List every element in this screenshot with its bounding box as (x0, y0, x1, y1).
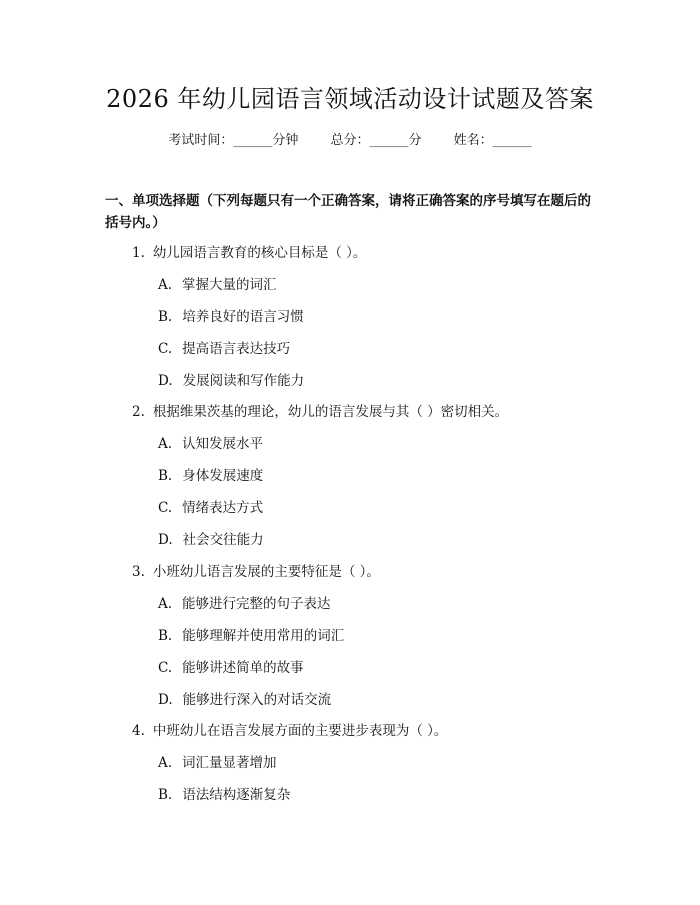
option-letter: B. (158, 309, 173, 325)
option-letter: B. (158, 787, 173, 803)
question-4-option-b (158, 785, 290, 805)
question-3-option-b (158, 626, 344, 646)
option-text: 身体发展速度 (182, 468, 264, 484)
option-letter: A. (158, 436, 173, 452)
option-text: 能够进行深入的对话交流 (182, 692, 332, 708)
question-number: 3. (132, 564, 145, 580)
question-1-option-b (158, 307, 304, 327)
document-title: 2026 年幼儿园语言领域活动设计试题及答案 (106, 85, 594, 113)
option-letter: A. (158, 277, 173, 293)
question-3 (132, 562, 380, 582)
option-letter: C. (158, 500, 173, 516)
option-text: 情绪表达方式 (182, 500, 264, 516)
option-letter: A. (158, 596, 173, 612)
option-letter: D. (158, 373, 173, 389)
question-4-option-a (158, 753, 277, 773)
option-text: 词汇量显著增加 (182, 755, 277, 771)
option-text: 能够理解并使用常用的词汇 (182, 628, 345, 644)
option-text: 社会交往能力 (182, 532, 264, 548)
total-score-field: 总分：______分 (330, 133, 422, 148)
question-number: 4. (132, 723, 145, 739)
question-3-option-c (158, 658, 304, 678)
option-text: 认知发展水平 (182, 436, 264, 452)
option-letter: D. (158, 692, 173, 708)
option-letter: C. (158, 660, 173, 676)
option-letter: A. (158, 755, 173, 771)
question-4 (132, 721, 447, 741)
question-3-option-d (158, 690, 331, 710)
option-text: 提高语言表达技巧 (182, 341, 291, 357)
question-1 (132, 243, 366, 263)
exam-meta (0, 131, 700, 151)
question-2-option-d (158, 530, 264, 550)
option-letter: D. (158, 532, 173, 548)
question-2-option-a (158, 434, 263, 454)
section-heading: 一、单项选择题（下列每题只有一个正确答案，请将正确答案的序号填写在题后的括号内。） (105, 193, 591, 231)
question-2-option-b (158, 466, 263, 486)
question-text: 幼儿园语言教育的核心目标是（ ）。 (152, 245, 367, 261)
option-letter: C. (158, 341, 173, 357)
option-text: 掌握大量的词汇 (182, 277, 277, 293)
question-number: 2. (132, 404, 145, 420)
option-letter: B. (158, 468, 173, 484)
question-2 (132, 402, 508, 422)
question-3-option-a (158, 594, 331, 614)
question-text: 中班幼儿在语言发展方面的主要进步表现为（ ）。 (152, 723, 448, 739)
option-text: 语法结构逐渐复杂 (182, 787, 291, 803)
option-text: 能够讲述简单的故事 (182, 660, 304, 676)
student-name-field: 姓名：______ (453, 133, 532, 148)
question-number: 1. (132, 245, 145, 261)
option-text: 培养良好的语言习惯 (182, 309, 304, 325)
question-text: 根据维果茨基的理论，幼儿的语言发展与其（ ）密切相关。 (152, 404, 509, 420)
option-letter: B. (158, 628, 173, 644)
question-1-option-c (158, 339, 290, 359)
question-1-option-d (158, 371, 304, 391)
question-text: 小班幼儿语言发展的主要特征是（ ）。 (152, 564, 380, 580)
question-1-option-a (158, 275, 277, 295)
option-text: 发展阅读和写作能力 (182, 373, 305, 389)
exam-time-field: 考试时间：______分钟 (168, 133, 299, 148)
question-2-option-c (158, 498, 263, 518)
option-text: 能够进行完整的句子表达 (182, 596, 331, 612)
